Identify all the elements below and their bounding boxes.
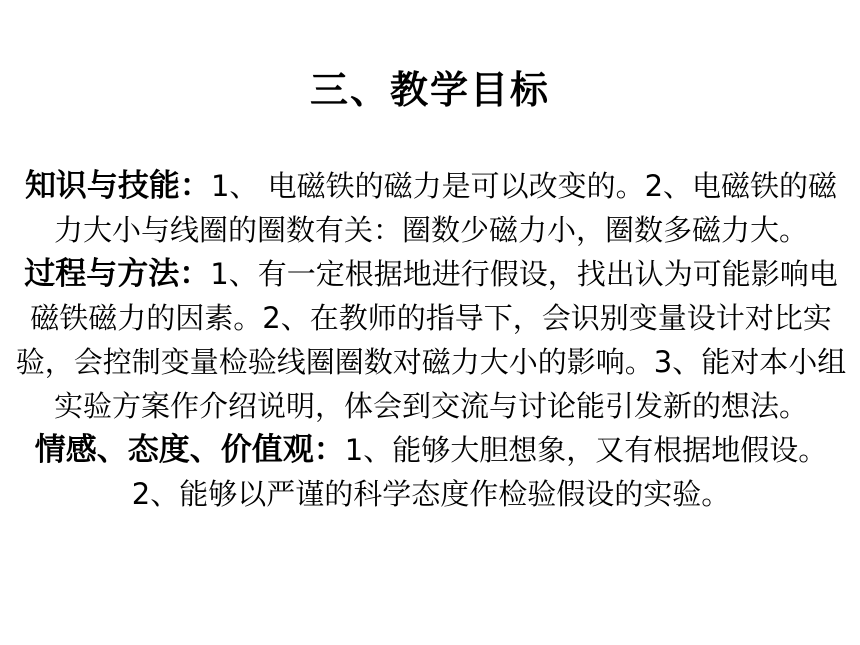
section-text-knowledge-skills: 1、 电磁铁的磁力是可以改变的。2、电磁铁的磁力大小与线圈的圈数有关：圈数少磁力小，圈数多磁力大。: [53, 169, 838, 247]
section-emotion-attitude-values: [12, 428, 850, 516]
objectives-content: [12, 164, 850, 516]
section-label-process-methods: 过程与方法：: [24, 256, 211, 292]
section-label-knowledge-skills: 知识与技能：: [24, 168, 211, 204]
section-knowledge-skills: [12, 164, 850, 252]
section-label-emotion-attitude-values: 情感、态度、价值观：: [34, 432, 345, 468]
section-process-methods: [12, 252, 850, 428]
section-text-emotion-attitude-values: 1、能够大胆想象，又有根据地假设。2、能够以严谨的科学态度作检验假设的实验。: [131, 433, 828, 511]
section-text-process-methods: 1、有一定根据地进行假设，找出认为可能影响电磁铁磁力的因素。2、在教师的指导下，会识别变量设计对比实验，会控制变量检验线圈圈数对磁力大小的影响。3、能对本小组实验方案作介绍说明，体会到交流与讨论能引发新的想法。: [15, 257, 847, 423]
slide-title: 三、教学目标: [309, 68, 550, 112]
